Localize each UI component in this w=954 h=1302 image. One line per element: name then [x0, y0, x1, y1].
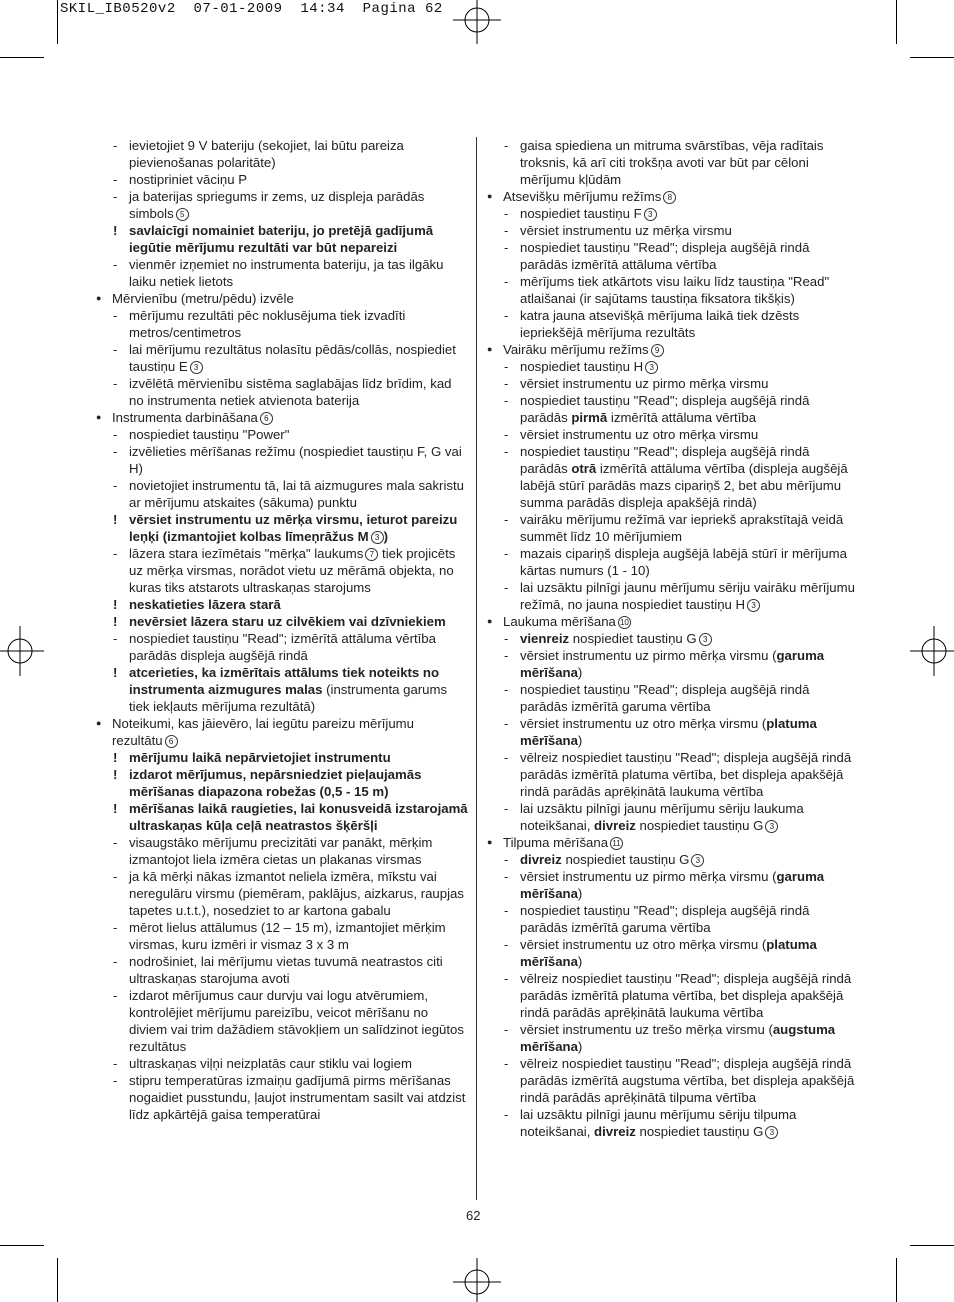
item-text: vērsiet instrumentu uz pirmo mērķa virsmu ( — [520, 869, 777, 884]
item-text: Atsevišķu mērījumu režīms — [503, 189, 662, 204]
dash-item — [96, 375, 468, 409]
list-marker: - — [504, 716, 509, 731]
bullet-item — [487, 613, 859, 630]
figure-reference: 3 — [645, 361, 658, 374]
list-marker: - — [113, 988, 118, 1003]
item-text: nospiediet taustiņu G — [561, 852, 690, 867]
list-marker: - — [504, 308, 509, 323]
list-marker: - — [113, 376, 118, 391]
warning-item — [96, 766, 468, 800]
warning-item — [96, 222, 468, 256]
item-text: divreiz — [520, 852, 562, 867]
dash-item — [96, 1072, 468, 1123]
item-text: nospiediet taustiņu "Read"; displeja augšējā rindā parādās izmērītā attāluma vērtība — [520, 240, 810, 272]
list-marker: - — [504, 580, 509, 595]
registration-mark-top — [449, 0, 505, 46]
dash-item — [487, 970, 859, 1021]
item-text: ja kā mērķi nākas izmantot neliela izmēra, mīkstu vai neregulāru virsmu (piemēram, paklājus, aizkarus, raupjas tapetes u.t.t.), nosedziet to ar kartona gabalu — [129, 869, 464, 918]
list-marker: - — [504, 359, 509, 374]
list-marker: - — [504, 971, 509, 986]
dash-item — [487, 647, 859, 681]
item-text: pirmā — [571, 410, 608, 425]
left-column — [96, 137, 468, 1123]
bullet-item — [96, 290, 468, 307]
dash-item — [487, 511, 859, 545]
item-text: mērot lielus attālumus (12 – 15 m), izmantojiet mērķim virsmas, kuru izmēri ir vismaz 3 x 3 m — [129, 920, 446, 952]
dash-item — [487, 800, 859, 834]
list-marker: - — [113, 954, 118, 969]
dash-item — [487, 137, 859, 188]
bullet-item — [487, 341, 859, 358]
item-text: nodrošiniet, lai mērījumu vietas tuvumā neatrastos citi ultraskaņas starojuma avoti — [129, 954, 443, 986]
warning-item — [96, 511, 468, 545]
dash-item — [96, 868, 468, 919]
item-text: gaisa spiediena un mitruma svārstības, vēja radītais troksnis, kā arī citi trokšņa avoti var būt par cēloni mērījumu kļūdām — [520, 138, 824, 187]
figure-reference: 6 — [165, 735, 178, 748]
dash-item — [487, 222, 859, 239]
list-marker: - — [113, 478, 118, 493]
item-text: mērījumu rezultāti pēc noklusējuma tiek izvadīti metros/centimetros — [129, 308, 406, 340]
list-marker: - — [504, 801, 509, 816]
figure-reference: 10 — [618, 616, 631, 629]
warning-marker: ! — [113, 512, 118, 527]
dash-item — [487, 239, 859, 273]
bullet-item — [96, 715, 468, 749]
list-marker: - — [504, 274, 509, 289]
figure-reference: 7 — [365, 548, 378, 561]
item-text: nospiediet taustiņu "Power" — [129, 427, 290, 442]
registration-mark-right — [906, 626, 954, 676]
item-text: Tilpuma mērīšana — [503, 835, 609, 850]
list-marker: - — [504, 1107, 509, 1122]
list-marker: - — [113, 138, 118, 153]
item-text: izmērītā attāluma vērtība — [607, 410, 757, 425]
figure-reference: 9 — [651, 344, 664, 357]
figure-reference: 3 — [747, 599, 760, 612]
dash-item — [487, 375, 859, 392]
figure-reference: 3 — [691, 854, 704, 867]
item-text: lai uzsāktu pilnīgi jaunu mērījumu sēriju tilpuma noteikšanai, — [520, 1107, 797, 1139]
item-text: vēlreiz nospiediet taustiņu "Read"; displeja augšējā rindā parādās izmērītā platuma vērtība, bet displeja apakšējā rindā parādās aprēķinātā laukuma vērtība — [520, 971, 852, 1020]
list-marker: - — [113, 444, 118, 459]
item-text: nospiediet taustiņu "Read"; displeja augšējā rindā parādās izmērītā garuma vērtība — [520, 903, 810, 935]
dash-item — [487, 426, 859, 443]
item-text: nospiediet taustiņu G — [635, 1124, 764, 1139]
list-marker: - — [504, 376, 509, 391]
dash-item — [487, 579, 859, 613]
list-marker: - — [113, 1056, 118, 1071]
list-marker: - — [504, 393, 509, 408]
item-text: mērījumu laikā nepārvietojiet instrumentu — [129, 750, 391, 765]
dash-item — [96, 630, 468, 664]
dash-item — [96, 188, 468, 222]
dash-item — [96, 834, 468, 868]
figure-reference: 3 — [371, 531, 384, 544]
list-marker: - — [504, 427, 509, 442]
list-marker: ● — [487, 344, 493, 354]
crop-mark — [57, 1258, 58, 1302]
item-text: mērīšanas laikā raugieties, lai konusveidā izstarojamā ultraskaņas kūļa ceļā neatrastos šķēršļi — [129, 801, 468, 833]
registration-mark-left — [0, 626, 48, 676]
crop-mark — [57, 0, 58, 44]
figure-reference: 3 — [765, 1126, 778, 1139]
item-text: divreiz — [594, 818, 636, 833]
dash-item — [96, 443, 468, 477]
dash-item — [96, 171, 468, 188]
dash-item — [487, 443, 859, 511]
warning-item — [96, 596, 468, 613]
item-text: divreiz — [594, 1124, 636, 1139]
dash-item — [96, 137, 468, 171]
list-marker: - — [504, 546, 509, 561]
list-marker: - — [504, 648, 509, 663]
item-text: ) — [383, 529, 389, 544]
list-marker: - — [113, 427, 118, 442]
dash-item — [96, 953, 468, 987]
warning-marker: ! — [113, 767, 118, 782]
dash-item — [487, 392, 859, 426]
item-text: stipru temperatūras izmaiņu gadījumā pirms mērīšanas nogaidiet pusstundu, ļaujot instrumentam sasilt vai atdzist līdz apkārtējā gaisa temperatūrai — [129, 1073, 466, 1122]
warning-marker: ! — [113, 801, 118, 816]
item-text: nospiediet taustiņu G — [569, 631, 697, 646]
list-marker: - — [504, 444, 509, 459]
warning-item — [96, 613, 468, 630]
item-text: nospiediet taustiņu "Read"; displeja augšējā rindā parādās izmērītā garuma vērtība — [520, 682, 810, 714]
item-text: atcerieties, ka izmērītais attālums tiek noteikts no instrumenta aizmugures malas — [129, 665, 440, 697]
item-text: ) — [577, 733, 583, 748]
dash-item — [487, 851, 859, 868]
list-marker: - — [113, 920, 118, 935]
item-text: lai uzsāktu pilnīgi jaunu mērījumu sēriju laukuma noteikšanai, — [520, 801, 804, 833]
item-text: Mērvienību (metru/pēdu) izvēle — [112, 291, 294, 306]
list-marker: ● — [487, 837, 493, 847]
list-marker: - — [504, 240, 509, 255]
warning-item — [96, 749, 468, 766]
bullet-item — [487, 188, 859, 205]
item-text: visaugstāko mērījumu precizitāti var panākt, mērķim izmantojot liela izmēra cietas un plakanas virsmas — [129, 835, 433, 867]
list-marker: ● — [96, 293, 102, 303]
item-text: vērsiet instrumentu uz otro mērķa virsmu — [520, 427, 759, 442]
item-text: ) — [577, 886, 583, 901]
dash-item — [487, 358, 859, 375]
item-text: nostipriniet vāciņu P — [129, 172, 248, 187]
right-column — [487, 137, 859, 1140]
dash-item — [96, 545, 468, 596]
figure-reference: 8 — [663, 191, 676, 204]
item-text: Noteikumi, kas jāievēro, lai iegūtu pareizu mērījumu rezultātu — [112, 716, 414, 748]
crop-mark — [0, 57, 44, 58]
dash-item — [487, 715, 859, 749]
dash-item — [96, 426, 468, 443]
warning-marker: ! — [113, 223, 118, 238]
item-text: nevērsiet lāzera staru uz cilvēkiem vai dzīvniekiem — [129, 614, 446, 629]
warning-item — [96, 664, 468, 715]
warning-item — [96, 800, 468, 834]
list-marker: - — [504, 1022, 509, 1037]
item-text: vērsiet instrumentu uz trešo mērķa virsmu ( — [520, 1022, 773, 1037]
item-text: vēlreiz nospiediet taustiņu "Read"; displeja augšējā rindā parādās izmērītā platuma vērtība, bet displeja apakšējā rindā parādās aprēķinātā laukuma vērtība — [520, 750, 852, 799]
dash-item — [487, 273, 859, 307]
item-text: izdarot mērījumus caur durvju vai logu atvērumiem, kontrolējiet mērījumu pareizību, veicot mērīšanu no diviem vai trim dažādiem stāvokļiem un salīdzinot iegūtos rezultātus — [129, 988, 464, 1054]
item-text: vērsiet instrumentu uz otro mērķa virsmu ( — [520, 937, 767, 952]
list-marker: - — [113, 546, 118, 561]
item-text: platuma mērīšana — [520, 716, 817, 748]
list-marker: - — [504, 682, 509, 697]
item-text: ievietojiet 9 V bateriju (sekojiet, lai būtu pareiza pievienošanas polaritāte) — [129, 138, 404, 170]
list-marker: - — [504, 852, 509, 867]
item-text: nospiediet taustiņu "Read"; displeja augšējā rindā parādās — [520, 444, 810, 476]
item-text: nospiediet taustiņu F — [520, 206, 642, 221]
item-text: novietojiet instrumentu tā, lai tā aizmugures mala sakristu ar mērījumu atskaites (sākuma) punktu — [129, 478, 464, 510]
figure-reference: 3 — [699, 633, 712, 646]
item-text: ultraskaņas viļņi neizplatās caur stiklu vai logiem — [129, 1056, 412, 1071]
dash-item — [487, 630, 859, 647]
list-marker: - — [113, 1073, 118, 1088]
print-header: SKIL_IB0520v2 07-01-2009 14:34 Pagina 62 — [60, 1, 443, 17]
item-text: vērsiet instrumentu uz mērķa virsmu — [520, 223, 732, 238]
list-marker: ● — [96, 412, 102, 422]
item-text: ja baterijas spriegums ir zems, uz displeja parādās simbols — [129, 189, 425, 221]
figure-reference: 3 — [190, 361, 203, 374]
item-text: mazais cipariņš displeja augšējā labējā stūrī ir mērījuma kārtas numurs (1 - 10) — [520, 546, 847, 578]
item-text: vairāku mērījumu režīmā var iepriekš aprakstītajā veidā summēt līdz 10 mērījumiem — [520, 512, 844, 544]
figure-reference: 6 — [260, 412, 273, 425]
warning-marker: ! — [113, 597, 118, 612]
item-text: nospiediet taustiņu G — [635, 818, 764, 833]
item-text: vēlreiz nospiediet taustiņu "Read"; displeja augšējā rindā parādās izmērītā augstuma vērtība, bet displeja apakšējā rindā parādās aprēķinātā tilpuma vērtība — [520, 1056, 855, 1105]
list-marker: ● — [487, 616, 493, 626]
dash-item — [487, 868, 859, 902]
item-text: garuma mērīšana — [520, 869, 825, 901]
item-text: garuma mērīšana — [520, 648, 825, 680]
item-text: lai uzsāktu pilnīgi jaunu mērījumu sēriju vairāku mērījumu režīmā, no jauna nospiediet taustiņu H — [520, 580, 855, 612]
item-text: Laukuma mērīšana — [503, 614, 616, 629]
warning-marker: ! — [113, 614, 118, 629]
item-text: lai mērījumu rezultātus nolasītu pēdās/collās, nospiediet taustiņu E — [129, 342, 456, 374]
list-marker: - — [504, 631, 509, 646]
list-marker: - — [504, 138, 509, 153]
list-marker: - — [504, 223, 509, 238]
item-text: vērsiet instrumentu uz mērķa virsmu, ieturot pareizu leņķi (izmantojiet kolbas līmeņrāžus M — [129, 512, 458, 544]
crop-mark — [910, 1245, 954, 1246]
dash-item — [487, 902, 859, 936]
list-marker: - — [113, 172, 118, 187]
bullet-item — [487, 834, 859, 851]
item-text: izdarot mērījumus, nepārsniedziet pieļaujamās mērīšanas diapazona robežas (0,5 - 15 m) — [129, 767, 422, 799]
column-divider — [476, 137, 477, 1200]
dash-item — [96, 1055, 468, 1072]
list-marker: - — [504, 869, 509, 884]
list-marker: - — [113, 869, 118, 884]
dash-item — [96, 477, 468, 511]
dash-item — [96, 307, 468, 341]
list-marker: - — [113, 189, 118, 204]
crop-mark — [0, 1245, 44, 1246]
crop-mark — [896, 0, 897, 44]
item-text: savlaicīgi nomainiet bateriju, jo pretējā gadījumā iegūtie mērījumu rezultāti var būt nepareizi — [129, 223, 434, 255]
dash-item — [487, 545, 859, 579]
item-text: neskatieties lāzera starā — [129, 597, 281, 612]
list-marker: - — [113, 342, 118, 357]
item-text: nospiediet taustiņu "Read"; izmērītā attāluma vērtība parādās displeja augšējā rindā — [129, 631, 436, 663]
item-text: ) — [577, 954, 583, 969]
item-text: izvēlētā mērvienību sistēma saglabājas līdz brīdim, kad no instrumenta netiek atvienota baterija — [129, 376, 452, 408]
item-text: Vairāku mērījumu režīms — [503, 342, 649, 357]
dash-item — [96, 987, 468, 1055]
list-marker: - — [113, 835, 118, 850]
list-marker: ● — [96, 718, 102, 728]
item-text: platuma mērīšana — [520, 937, 817, 969]
list-marker: - — [113, 257, 118, 272]
item-text: nospiediet taustiņu "Read"; displeja augšējā rindā parādās — [520, 393, 810, 425]
figure-reference: 3 — [644, 208, 657, 221]
item-text: otrā — [571, 461, 597, 476]
dash-item — [96, 256, 468, 290]
dash-item — [487, 1106, 859, 1140]
registration-mark-bottom — [449, 1256, 505, 1302]
item-text: (instrumenta garums tiek iekļauts mērījuma rezultātā) — [129, 682, 448, 714]
item-text: ) — [577, 1039, 583, 1054]
dash-item — [487, 307, 859, 341]
dash-item — [487, 936, 859, 970]
list-marker: - — [504, 750, 509, 765]
item-text: ) — [577, 665, 583, 680]
item-text: vienreiz — [520, 631, 570, 646]
dash-item — [487, 749, 859, 800]
list-marker: ● — [487, 191, 493, 201]
item-text: lāzera stara iezīmētais "mērķa" laukums — [129, 546, 364, 561]
item-text: izmērītā attāluma vērtība (displeja augšējā labējā stūrī parādās mazs cipariņš 2, bet abu mērījumu summa parādās displeja apakšējā rindā) — [520, 461, 848, 510]
list-marker: - — [504, 1056, 509, 1071]
crop-mark — [910, 57, 954, 58]
item-text: vērsiet instrumentu uz otro mērķa virsmu ( — [520, 716, 767, 731]
warning-marker: ! — [113, 750, 118, 765]
item-text: vērsiet instrumentu uz pirmo mērķa virsmu — [520, 376, 769, 391]
item-text: tiek projicēts uz mērķa virsmas, norādot vietu uz mērāmā objekta, no kuras tiks atstarots ultraskaņas starojums — [129, 546, 456, 595]
list-marker: - — [113, 631, 118, 646]
figure-reference: 3 — [765, 820, 778, 833]
item-text: mērījums tiek atkārtots visu laiku līdz taustiņa "Read" atlaišanai (ir sajūtams taustiņa fiksatora tikšķis) — [520, 274, 830, 306]
item-text: nospiediet taustiņu H — [520, 359, 644, 374]
item-text: augstuma mērīšana — [520, 1022, 836, 1054]
list-marker: - — [504, 206, 509, 221]
figure-reference: 5 — [176, 208, 189, 221]
list-marker: - — [504, 512, 509, 527]
item-text: katra jauna atsevišķā mērījuma laikā tiek dzēsts iepriekšējā mērījuma rezultāts — [520, 308, 800, 340]
dash-item — [96, 919, 468, 953]
list-marker: - — [504, 903, 509, 918]
item-text: izvēlieties mērīšanas režīmu (nospiediet taustiņu F, G vai H) — [129, 444, 462, 476]
list-marker: - — [504, 937, 509, 952]
dash-item — [487, 1055, 859, 1106]
item-text: vērsiet instrumentu uz pirmo mērķa virsmu ( — [520, 648, 777, 663]
list-marker: - — [113, 308, 118, 323]
page-number: 62 — [466, 1208, 481, 1223]
item-text: Instrumenta darbināšana — [112, 410, 258, 425]
dash-item — [487, 205, 859, 222]
dash-item — [96, 341, 468, 375]
figure-reference: 11 — [610, 837, 623, 850]
bullet-item — [96, 409, 468, 426]
dash-item — [487, 1021, 859, 1055]
crop-mark — [896, 1258, 897, 1302]
dash-item — [487, 681, 859, 715]
item-text: vienmēr izņemiet no instrumenta bateriju, ja tas ilgāku laiku netiek lietots — [129, 257, 444, 289]
warning-marker: ! — [113, 665, 118, 680]
